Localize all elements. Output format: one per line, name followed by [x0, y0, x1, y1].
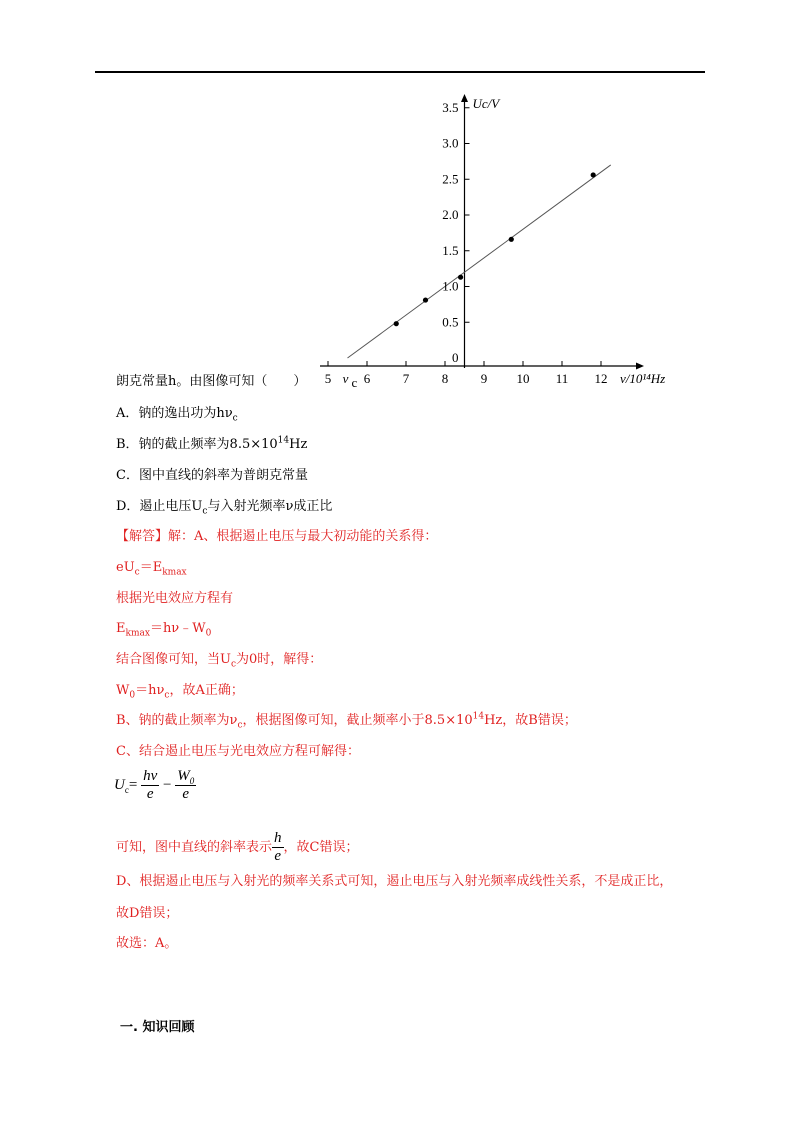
- equation-3: $W_0=h\nu_c$，故A正确；: [116, 683, 244, 701]
- option-c[interactable]: C．图中直线的斜率为普朗克常量: [116, 468, 308, 483]
- data-point: [394, 321, 399, 326]
- equation-1: $eU_c=E_{kmax}$: [116, 560, 187, 578]
- option-a[interactable]: A．钠的逸出功为$h\nu_c$: [116, 406, 238, 424]
- x-tick-label: 11: [555, 371, 569, 386]
- x-tick-label: 10: [516, 371, 530, 386]
- option-d[interactable]: D．遏止电压$U_c$与入射光频率ν成正比: [116, 499, 333, 517]
- stopping-voltage-chart: [318, 90, 698, 390]
- x-tick-label: 5: [324, 371, 332, 386]
- equation-2: $E_{kmax}=h\nu﹣W_0$: [116, 621, 212, 639]
- data-point: [509, 237, 514, 242]
- x-tick-label: 7: [402, 371, 410, 386]
- option-b[interactable]: B．钠的截止频率为$8.5\times 10^{14}Hz$: [116, 435, 308, 452]
- y-tick-label: 3.5: [442, 99, 459, 115]
- slope-text: 可知，图中直线的斜率表示 $\frac{h}{e}$ ，故C错误；: [116, 830, 359, 864]
- data-point: [591, 172, 596, 177]
- formula-uc: $U_c=$ $\frac{h\nu}{e}$ − $\frac{W_0}{e}$: [114, 768, 195, 802]
- y-tick-label: 1.0: [442, 278, 459, 294]
- y-tick-label: 1.5: [442, 242, 459, 258]
- x-tick-label: 8: [441, 371, 449, 386]
- y-tick-label: 2.0: [442, 207, 459, 222]
- photo-effect-text: 根据光电效应方程有: [116, 591, 234, 606]
- y-tick-label: 2.5: [442, 171, 459, 187]
- answer-intro: 【解答】解：A、根据遏止电压与最大初动能的关系得：: [116, 529, 438, 544]
- b-analysis: B、钠的截止频率为$\nu_c$，根据图像可知，截止频率小于$8.5\times 10^{14}Hz$，故B错误；: [116, 711, 577, 731]
- y-axis-title: Uc/V: [472, 96, 500, 111]
- x-axis-title: ν/10¹⁴Hz: [620, 371, 666, 386]
- fraction-w0-over-e: $\frac{W_0}{e}$: [177, 768, 195, 802]
- y-axis-arrow: [461, 94, 468, 102]
- d-analysis-2: 故D错误；: [116, 906, 179, 921]
- y-tick-label: 0: [452, 350, 459, 365]
- y-tick-label: 3.0: [442, 135, 459, 151]
- data-point: [458, 275, 463, 280]
- section-heading: 一. 知识回顾: [120, 1020, 195, 1035]
- d-analysis-1: D、根据遏止电压与入射光的频率关系式可知，遏止电压与入射光频率成线性关系，不是成正比，: [116, 874, 673, 889]
- combine-text: 结合图像可知，当$U_c$为0时，解得：: [116, 652, 323, 670]
- x-tick-label: 12: [594, 371, 608, 386]
- final-choice: 故选：A。: [116, 936, 178, 951]
- x-tick-label: 9: [480, 371, 488, 386]
- y-tick-label: 0.5: [442, 314, 459, 330]
- header-rule: [95, 71, 705, 73]
- fit-line: [348, 165, 611, 358]
- nu-c-label: ν: [342, 371, 349, 386]
- data-point: [423, 297, 428, 302]
- c-analysis: C、结合遏止电压与光电效应方程可解得：: [116, 744, 360, 759]
- question-stem-tail: 朗克常量h。由图像可知（ ）: [116, 374, 307, 389]
- x-axis-arrow: [636, 363, 644, 370]
- nu-c-subscript: c: [351, 375, 358, 390]
- x-tick-label: 6: [363, 371, 371, 386]
- fraction-h-over-e: $\frac{h}{e}$: [274, 830, 282, 864]
- fraction-hv-over-e: $\frac{h\nu}{e}$: [143, 768, 158, 802]
